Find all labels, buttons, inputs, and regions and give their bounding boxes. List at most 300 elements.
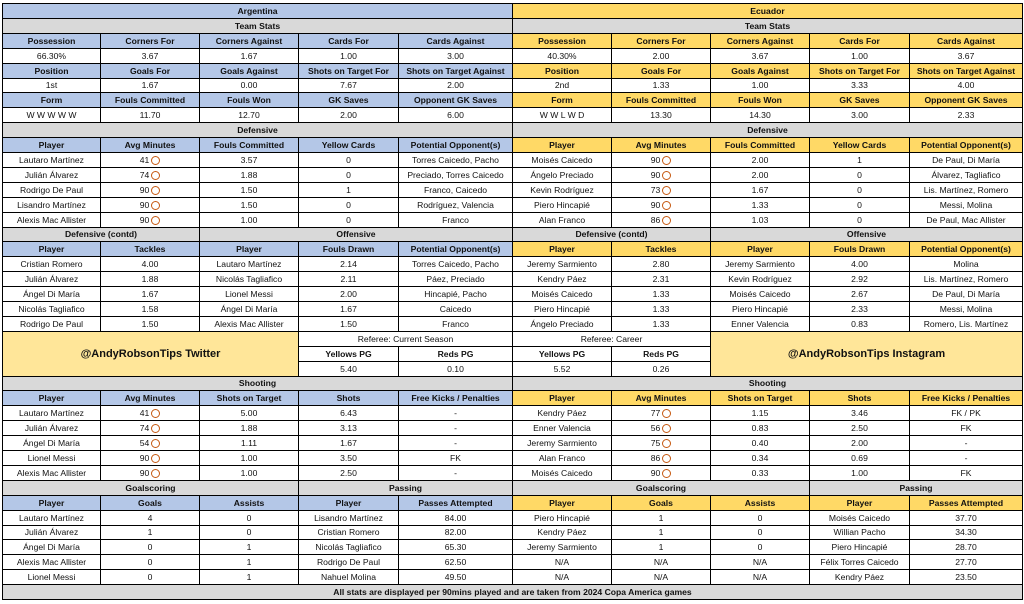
ecu-goal-title-text: Goalscoring [635,482,687,493]
ecu-off-header-1-text: Fouls Drawn [833,243,886,254]
ecu-defc-cell-2-0-text: Moisés Caicedo [531,288,593,299]
arg-def-cell-1-2 [199,167,299,183]
arg-defc-header-1-text: Tackles [134,243,166,254]
arg-pass-title [298,480,513,496]
ecu-shoot-cell-0-4 [909,405,1023,421]
ecu-goal-cell-0-2-text: 0 [757,512,763,523]
arg-off-cell-0-2-text: Torres Caicedo, Pacho [412,258,499,269]
ecu-defensive-title-text: Defensive [747,124,788,135]
arg-row1-header-4 [398,33,513,49]
arg-shoot-cell-2-2-text: 1.11 [240,437,258,448]
ecu-def-cell-2-0-text: Kevin Rodríguez [530,184,594,195]
arg-goal-cell-1-1-text: 1 [147,527,153,538]
arg-shoot-cell-3-1-text: 90 [139,452,150,463]
arg-row1-value-1-text: 3.67 [141,50,159,61]
arg-off-cell-0-0-text: Lautaro Martínez [216,258,282,269]
ecu-goal-cell-3-2 [710,554,810,570]
arg-row3-header-3-text: GK Saves [328,94,369,105]
ecu-pass-cell-4-0-text: Kendry Páez [834,571,885,582]
ecu-row3-header-0 [512,92,612,108]
ecu-shoot-cell-3-2-text: 0.34 [751,452,769,463]
ecu-goal-cell-1-1 [611,525,711,540]
ecu-off-cell-4-1-text: 0.83 [851,318,868,329]
arg-row2-header-4 [398,63,513,79]
ecu-shoot-cell-1-0-text: Enner Valencia [533,422,591,433]
arg-defc-header-1 [100,241,200,257]
arg-pass-cell-3-0-text: Rodrigo De Paul [316,556,381,567]
stopwatch-icon [662,171,671,180]
arg-shoot-cell-3-4-text: FK [450,452,461,463]
ecu-def-cell-4-2-text: 1.03 [751,214,769,225]
ecu-def-cell-2-3-text: 0 [857,184,862,195]
arg-def-header-2-text: Fouls Committed [213,139,285,150]
ecu-goal-cell-2-1-text: 1 [658,541,664,552]
arg-shoot-cell-0-1 [100,405,200,421]
arg-shoot-cell-1-3-text: 3.13 [340,422,357,433]
ecu-row2-value-0-text: 2nd [554,80,570,91]
stopwatch-icon [662,424,671,433]
ecu-def-cell-0-2 [710,152,810,168]
ecu-pass-cell-3-0 [809,554,910,570]
ecu-row2-value-0 [512,78,612,93]
ecu-pass-cell-3-1 [909,554,1023,570]
ecu-defc-cell-1-0-text: Kendry Páez [537,273,587,284]
arg-row2-header-0 [2,63,101,79]
arg-shoot-header-0 [2,390,101,406]
ecu-goal-cell-4-1 [611,569,711,585]
arg-def-cell-1-1-text: 74 [139,169,150,180]
ecu-shoot-cell-1-3 [809,420,910,436]
stopwatch-icon [151,439,160,448]
stopwatch-icon [151,201,160,210]
ecu-def-cell-4-1 [611,212,711,228]
arg-def-header-4 [398,137,513,153]
ecu-off-cell-2-1-text: 2.67 [851,288,868,299]
ecu-off-title-text: Offensive [846,229,887,240]
arg-defc-cell-4-1 [100,316,200,332]
ecu-goal-cell-0-1 [611,510,711,526]
arg-row1-header-3 [298,33,399,49]
arg-shoot-cell-4-4 [398,465,513,481]
arg-defc-cell-2-0 [2,286,101,302]
ecu-off-cell-0-1-text: 4.00 [851,258,868,269]
arg-defc-cell-1-0-text: Julián Álvarez [24,273,79,284]
arg-def-header-3 [298,137,399,153]
ecu-goal-cell-3-1 [611,554,711,570]
arg-def-header-0-text: Player [38,139,65,150]
arg-def-cell-0-0 [2,152,101,168]
ecu-def-cell-0-4 [909,152,1023,168]
arg-shoot-cell-4-2 [199,465,299,481]
ecu-def-cell-1-2-text: 2.00 [751,169,769,180]
ecu-defc-cell-1-1 [611,271,711,287]
ecu-defc-cell-0-1 [611,256,711,272]
arg-shoot-cell-3-2 [199,450,299,466]
ecu-row1-value-2 [710,48,810,64]
stopwatch-icon [662,216,671,225]
arg-goal-cell-2-1-text: 0 [147,541,153,552]
arg-goal-header-1 [100,495,200,511]
arg-row2-value-4 [398,78,513,93]
arg-row3-header-0-text: Form [40,94,63,105]
arg-off-cell-4-0 [199,316,299,332]
ecu-defc-cell-0-0-text: Jeremy Sarmiento [527,258,597,269]
arg-pass-cell-3-1-text: 62.50 [444,556,467,567]
stopwatch-icon [151,409,160,418]
ecu-row1-value-0-text: 40.30% [547,50,577,61]
ecu-shoot-cell-3-1-text: 86 [650,452,661,463]
ecu-shoot-cell-4-0 [512,465,612,481]
arg-pass-cell-1-1 [398,525,513,540]
ecu-shoot-header-1 [611,390,711,406]
ecu-def-cell-1-2 [710,167,810,183]
ecu-shooting-title-text: Shooting [748,378,787,389]
arg-shoot-header-0-text: Player [38,392,65,403]
ecu-shoot-cell-2-4 [909,435,1023,451]
arg-goal-cell-2-0 [2,539,101,555]
arg-goal-cell-4-0-text: Lionel Messi [27,571,76,582]
arg-def-cell-3-1-text: 90 [139,199,150,210]
arg-shoot-cell-2-0-text: Ángel Di María [23,437,80,448]
arg-goal-cell-0-1 [100,510,200,526]
ecu-shoot-header-3 [809,390,910,406]
arg-def-cell-4-3-text: 0 [346,214,351,225]
ecu-pass-cell-3-0-text: Félix Torres Caicedo [820,556,899,567]
arg-pass-cell-2-0-text: Nicolás Tagliafico [315,541,382,552]
arg-shoot-cell-3-1 [100,450,200,466]
arg-row3-value-1-text: 11.70 [139,109,161,120]
ecu-shoot-cell-4-2 [710,465,810,481]
ref-career-reds-value-text: 0.26 [652,363,670,374]
ecu-pass-cell-1-0-text: Willian Pacho [833,527,886,538]
ecu-row3-value-3 [809,107,910,123]
ecu-goal-cell-2-0-text: Jeremy Sarmiento [527,541,597,552]
ecu-def-cell-4-4-text: De Paul, Mac Allister [926,214,1006,225]
arg-def-cell-1-4-text: Preciado, Torres Caicedo [407,169,504,180]
ecu-row1-header-4 [909,33,1023,49]
arg-shoot-cell-2-0 [2,435,101,451]
arg-pass-cell-3-1 [398,554,513,570]
ecu-row2-header-1 [611,63,711,79]
ecu-def-cell-2-4 [909,182,1023,198]
ecu-def-cell-4-2 [710,212,810,228]
arg-def-header-2 [199,137,299,153]
ecu-off-cell-0-0-text: Jeremy Sarmiento [725,258,795,269]
arg-def-cell-0-0-text: Lautaro Martínez [19,154,84,165]
ecu-shoot-cell-4-1-text: 90 [650,467,661,478]
arg-row2-header-3 [298,63,399,79]
arg-def-cell-2-3-text: 1 [346,184,351,195]
arg-team-stats-title [2,18,513,34]
arg-pass-cell-0-0-text: Lisandro Martínez [314,512,383,523]
arg-def-cell-1-4 [398,167,513,183]
arg-def-header-1-text: Avg Minutes [124,139,176,150]
ecu-def-cell-2-1-text: 73 [650,184,661,195]
arg-goal-title-text: Goalscoring [125,482,176,493]
arg-goal-header-0 [2,495,101,511]
ecu-defc-title [512,227,711,242]
ecu-shoot-cell-3-0-text: Alan Franco [538,452,586,463]
arg-pass-cell-2-1-text: 65.30 [444,541,467,552]
arg-row3-header-1 [100,92,200,108]
ecu-row1-header-0 [512,33,612,49]
arg-def-cell-0-4 [398,152,513,168]
instagram-handle-text: @AndyRobsonTips Instagram [787,347,946,360]
arg-pass-cell-3-0 [298,554,399,570]
arg-row1-value-2-text: 1.67 [240,50,258,61]
arg-off-cell-2-2-text: Hincapié, Pacho [424,288,487,299]
ecu-shoot-cell-2-3 [809,435,910,451]
ecu-defensive-title [512,122,1023,138]
arg-def-cell-4-3 [298,212,399,228]
ref-current-yellows-header [298,346,399,362]
arg-row3-value-2-text: 12.70 [238,109,260,120]
arg-pass-title-text: Passing [389,482,422,493]
arg-pass-cell-1-1-text: 82.00 [444,527,467,538]
ecu-off-header-2 [909,241,1023,257]
ref-career-reds-header-text: Reds PG [643,348,679,359]
arg-row1-header-1-text: Corners For [125,35,175,46]
ecu-pass-cell-3-1-text: 27.70 [955,556,977,567]
arg-row1-header-1 [100,33,200,49]
arg-def-cell-2-2 [199,182,299,198]
arg-shoot-cell-4-1-text: 90 [139,467,150,478]
arg-goal-header-0-text: Player [38,497,65,508]
ecu-row1-value-3 [809,48,910,64]
ecu-row2-header-2-text: Goals Against [731,65,789,76]
ecu-goal-cell-1-1-text: 1 [658,527,664,538]
ecu-off-cell-3-2 [909,301,1023,317]
ecu-off-cell-1-2-text: Lis. Martínez, Romero [923,273,1009,284]
arg-shoot-cell-2-4 [398,435,513,451]
ecu-shoot-cell-0-3-text: 3.46 [851,407,868,418]
ecu-def-cell-1-3 [809,167,910,183]
arg-def-cell-3-4 [398,197,513,213]
ecu-def-cell-4-0-text: Alan Franco [538,214,586,225]
ecu-def-cell-1-4 [909,167,1023,183]
ecu-goal-cell-4-0 [512,569,612,585]
ecu-pass-cell-0-0 [809,510,910,526]
arg-shoot-cell-2-1-text: 54 [139,437,150,448]
ecu-shoot-cell-4-2-text: 0.33 [751,467,769,478]
ecu-pass-cell-2-0 [809,539,910,555]
ecu-row2-header-3 [809,63,910,79]
arg-row3-header-3 [298,92,399,108]
ecu-off-cell-0-2-text: Molina [953,258,979,269]
arg-off-cell-1-1 [298,271,399,287]
ecu-row3-value-4 [909,107,1023,123]
ecu-shoot-cell-2-0-text: Jeremy Sarmiento [527,437,597,448]
arg-goal-title [2,480,299,496]
arg-row1-header-4-text: Cards Against [426,35,485,46]
ecu-shoot-cell-3-4-text: - [964,452,968,463]
ecu-goal-cell-2-2-text: 0 [757,541,763,552]
ecu-def-cell-3-2 [710,197,810,213]
ecu-off-header-1 [809,241,910,257]
arg-defc-cell-1-1 [100,271,200,287]
ecu-def-cell-3-0-text: Piero Hincapié [534,199,590,210]
arg-off-cell-2-0-text: Lionel Messi [225,288,273,299]
arg-row2-value-1 [100,78,200,93]
arg-goal-cell-2-1 [100,539,200,555]
arg-defc-header-0-text: Player [38,243,65,254]
arg-shoot-header-1 [100,390,200,406]
arg-shoot-cell-0-3 [298,405,399,421]
arg-goal-cell-0-2-text: 0 [246,512,252,523]
arg-team-name-text: Argentina [237,5,278,16]
ecu-goal-header-1 [611,495,711,511]
ecu-defc-header-0-text: Player [549,243,575,254]
arg-shoot-cell-3-2-text: 1.00 [240,452,258,463]
ecu-defc-cell-3-0-text: Piero Hincapié [534,303,590,314]
ecu-off-cell-3-2-text: Messi, Molina [939,303,993,314]
ecu-goal-cell-4-0-text: N/A [554,571,570,582]
ecu-off-cell-0-0 [710,256,810,272]
arg-def-cell-2-2-text: 1.50 [240,184,258,195]
ecu-row1-value-1-text: 2.00 [652,50,670,61]
arg-off-cell-0-0 [199,256,299,272]
arg-defc-header-0 [2,241,101,257]
arg-goal-cell-1-2-text: 0 [246,527,252,538]
arg-def-cell-3-0-text: Lisandro Martínez [17,199,86,210]
ecu-shoot-cell-2-4-text: - [964,437,968,448]
arg-def-cell-3-0 [2,197,101,213]
arg-shoot-cell-1-3 [298,420,399,436]
ecu-row3-header-2 [710,92,810,108]
arg-shooting-title-text: Shooting [238,378,277,389]
ecu-shoot-header-2 [710,390,810,406]
ecu-row3-header-3 [809,92,910,108]
arg-shoot-header-4-text: Free Kicks / Penalties [411,392,500,403]
ecu-off-cell-1-0-text: Kevin Rodríguez [728,273,792,284]
arg-defc-cell-4-1-text: 1.50 [141,318,159,329]
ecu-def-cell-2-0 [512,182,612,198]
ecu-row2-header-1-text: Goals For [640,65,682,76]
arg-goal-cell-3-1-text: 0 [147,556,153,567]
ecu-row1-header-1 [611,33,711,49]
arg-row2-value-3 [298,78,399,93]
ecu-row3-header-0-text: Form [551,94,573,105]
ecu-row3-header-1 [611,92,711,108]
ecu-def-header-0 [512,137,612,153]
arg-shoot-cell-1-2 [199,420,299,436]
ecu-off-header-2-text: Potential Opponent(s) [921,243,1011,254]
ecu-goal-cell-2-0 [512,539,612,555]
ecu-goal-cell-0-0 [512,510,612,526]
arg-shoot-cell-0-2-text: 5.00 [240,407,258,418]
arg-row2-header-3-text: Shots on Target For [307,65,389,76]
ecu-row1-header-1-text: Corners For [636,35,686,46]
ecu-def-cell-4-3 [809,212,910,228]
ecu-def-cell-3-3-text: 0 [857,199,862,210]
ecu-goal-cell-0-0-text: Piero Hincapié [534,512,590,523]
ecu-off-cell-2-2 [909,286,1023,302]
arg-pass-header-1-text: Passes Attempted [418,497,493,508]
ecu-row2-header-0 [512,63,612,79]
arg-shoot-header-2-text: Shots on Target [216,392,282,403]
arg-goal-cell-0-2 [199,510,299,526]
ecu-shoot-cell-2-2 [710,435,810,451]
arg-def-header-1 [100,137,200,153]
arg-shoot-cell-1-0-text: Julián Álvarez [24,422,79,433]
arg-defensive-title-text: Defensive [237,124,278,135]
arg-row3-header-2-text: Fouls Won [227,94,271,105]
arg-shoot-header-3-text: Shots [336,392,361,403]
ecu-off-cell-4-1 [809,316,910,332]
arg-goal-cell-3-1 [100,554,200,570]
arg-def-cell-0-1-text: 41 [139,154,150,165]
arg-shoot-cell-3-4 [398,450,513,466]
ecu-def-cell-0-0 [512,152,612,168]
arg-shoot-cell-4-3-text: 2.50 [340,467,357,478]
ecu-row3-header-2-text: Fouls Won [738,94,782,105]
arg-def-cell-2-4-text: Franco, Caicedo [423,184,488,195]
arg-off-cell-2-1 [298,286,399,302]
ecu-row3-value-0-text: W W L W D [539,109,585,120]
arg-goal-header-2 [199,495,299,511]
stopwatch-icon [662,156,671,165]
arg-goal-header-2-text: Assists [233,497,265,508]
arg-def-cell-4-1 [100,212,200,228]
ecu-shoot-cell-2-3-text: 2.00 [851,437,868,448]
ecu-defc-cell-3-1-text: 1.33 [652,303,670,314]
ecu-shoot-header-0 [512,390,612,406]
ecu-row1-value-4-text: 3.67 [957,50,975,61]
arg-row3-header-2 [199,92,299,108]
arg-shoot-cell-4-3 [298,465,399,481]
arg-off-cell-1-2-text: Páez, Preciado [426,273,485,284]
ref-career-reds-value [611,361,711,377]
referee-career-title-text: Referee: Career [580,333,643,344]
ecu-row3-value-0 [512,107,612,123]
arg-pass-cell-4-0 [298,569,399,585]
arg-shoot-cell-4-1 [100,465,200,481]
footer-note [2,584,1023,600]
ecu-shooting-title [512,376,1023,391]
arg-off-cell-3-0-text: Ángel Di María [220,303,278,314]
arg-shooting-title [2,376,513,391]
arg-row1-header-3-text: Cards For [328,35,369,46]
arg-pass-cell-0-0 [298,510,399,526]
ecu-shoot-cell-3-3 [809,450,910,466]
ecu-def-cell-0-2-text: 2.00 [751,154,769,165]
arg-pass-header-0 [298,495,399,511]
ecu-defc-cell-4-0-text: Ángelo Preciado [530,318,594,329]
arg-def-cell-4-0-text: Alexis Mac Allister [16,214,87,225]
ecu-shoot-header-4-text: Free Kicks / Penalties [921,392,1011,403]
ecu-defc-header-1-text: Tackles [645,243,677,254]
arg-row3-value-2 [199,107,299,123]
ecu-def-header-3-text: Yellow Cards [832,139,887,150]
ecu-row3-value-3-text: 3.00 [851,109,868,120]
arg-shoot-cell-4-2-text: 1.00 [240,467,258,478]
arg-row2-value-0 [2,78,101,93]
ecu-goal-cell-4-2 [710,569,810,585]
ecu-def-cell-4-0 [512,212,612,228]
referee-current-title-text: Referee: Current Season [357,333,454,344]
ecu-shoot-cell-4-1 [611,465,711,481]
arg-off-title-text: Offensive [336,229,376,240]
stopwatch-icon [662,469,671,478]
arg-def-cell-2-3 [298,182,399,198]
arg-off-header-0-text: Player [236,243,262,254]
stopwatch-icon [151,216,160,225]
ecu-shoot-cell-0-1-text: 77 [650,407,661,418]
arg-off-cell-3-1 [298,301,399,317]
arg-defc-cell-1-0 [2,271,101,287]
ecu-goal-cell-4-1-text: N/A [653,571,669,582]
ecu-row1-header-3-text: Cards For [839,35,880,46]
